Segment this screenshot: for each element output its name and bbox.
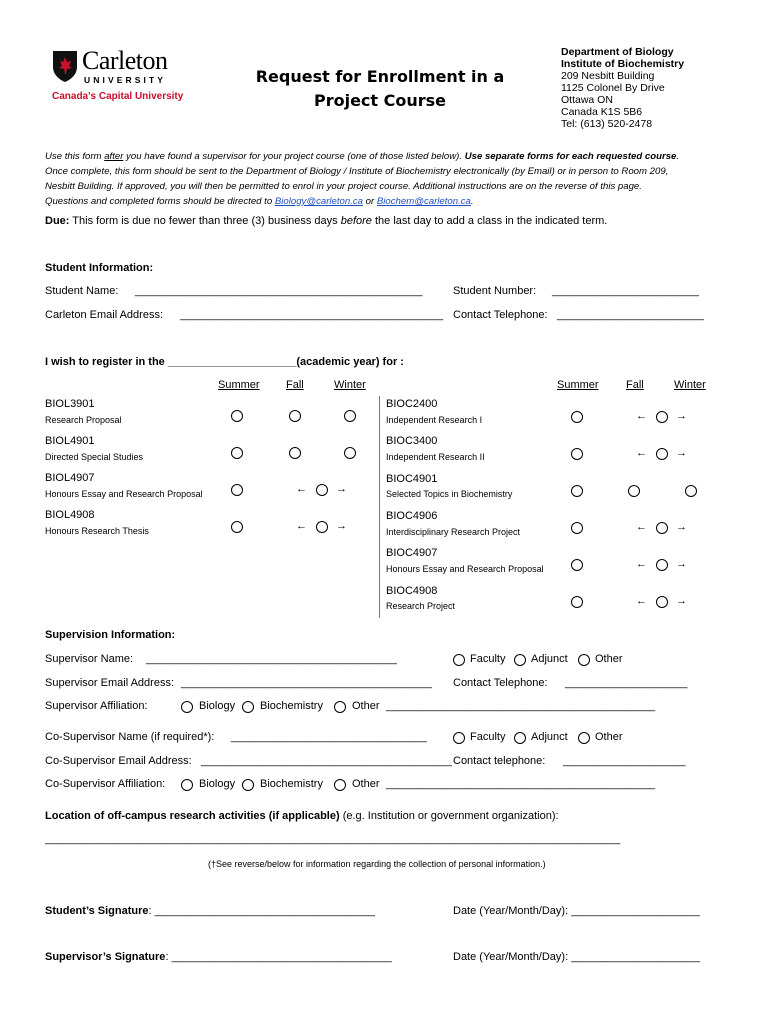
location-label: Location of off-campus research activities (if applicable) (e.g. Institution or government organization): <box>45 810 559 822</box>
other-label: Other <box>595 653 623 665</box>
supervisor-email-field[interactable]: _________________________________________ <box>181 677 432 689</box>
col-fall-left: Fall <box>286 379 304 391</box>
department-address: Department of Biology Institute of Biochemistry 209 Nesbitt Building 1125 Colonel By Drive Ottawa ON Canada K1S 5B6 Tel: (613) 520-2478 <box>561 46 685 130</box>
student-name-label: Student Name: <box>45 285 119 297</box>
student-date-row: Date (Year/Month/Day): _____________________ <box>453 905 700 917</box>
cosupervisor-affiliation-label: Co-Supervisor Affiliation: <box>45 778 166 790</box>
biology-label: Biology <box>199 700 236 712</box>
course-code: BIOC4908 <box>386 585 438 597</box>
cosupervisor-other-radio[interactable] <box>578 732 590 744</box>
biol4908-fall-winter-radio[interactable] <box>316 521 328 533</box>
supervisor-name-field[interactable]: _________________________________________ <box>146 653 397 665</box>
col-winter-left: Winter <box>334 379 366 391</box>
supervisor-email-label: Supervisor Email Address: <box>45 677 174 689</box>
biology-label: Biology <box>199 778 236 790</box>
cosupervisor-biology-radio[interactable] <box>181 779 193 791</box>
university-logo <box>50 46 190 106</box>
arrow-right-icon: → <box>676 558 687 570</box>
col-summer-right: Summer <box>557 379 599 391</box>
arrow-right-icon: → <box>336 520 347 532</box>
column-divider <box>379 396 380 618</box>
arrow-right-icon: → <box>676 447 687 459</box>
shield-icon <box>52 49 78 83</box>
arrow-left-icon: ← <box>636 447 647 459</box>
adjunct-label: Adjunct <box>531 731 568 743</box>
other-label: Other <box>595 731 623 743</box>
supervisor-other-field[interactable]: ____________________________________________ <box>386 700 656 712</box>
col-fall-right: Fall <box>626 379 644 391</box>
course-name: Honours Essay and Research Proposal <box>386 564 544 574</box>
bioc4907-summer-radio[interactable] <box>571 559 583 571</box>
cosupervisor-affil-other-radio[interactable] <box>334 779 346 791</box>
arrow-left-icon: ← <box>636 595 647 607</box>
course-code: BIOC2400 <box>386 398 438 410</box>
bioc4906-fall-winter-radio[interactable] <box>656 522 668 534</box>
supervisor-date-row: Date (Year/Month/Day): _____________________ <box>453 951 700 963</box>
student-name-field[interactable]: _______________________________________________ <box>135 285 423 297</box>
cosupervisor-name-field[interactable]: ________________________________ <box>231 731 427 743</box>
arrow-right-icon: → <box>676 410 687 422</box>
course-name: Selected Topics in Biochemistry <box>386 489 513 499</box>
supervisor-affil-other-radio[interactable] <box>334 701 346 713</box>
student-email-label: Carleton Email Address: <box>45 309 163 321</box>
bioc4908-fall-winter-radio[interactable] <box>656 596 668 608</box>
instructions: Use this form after you have found a supervisor for your project course (one of those listed below). Use separate forms for each requested course. Once complete, this form should be sent to the Department of Biology / Institute of Biochemistry electronically (by Email) or in person to Room 209, Nesbitt Building. If approved, you will then be permitted to enrol in your project course. Additional instructions are on the reverse of this page. Questions and completed forms should be directed to Biology@carleton.ca or Biochem@carleton.ca. <box>45 151 680 207</box>
biol4907-summer-radio[interactable] <box>231 484 243 496</box>
biol4901-winter-radio[interactable] <box>344 447 356 459</box>
biol4907-fall-winter-radio[interactable] <box>316 484 328 496</box>
course-code: BIOL4907 <box>45 472 95 484</box>
bioc3400-fall-winter-radio[interactable] <box>656 448 668 460</box>
cosupervisor-email-label: Co-Supervisor Email Address: <box>45 755 192 767</box>
arrow-left-icon: ← <box>636 558 647 570</box>
biochemistry-label: Biochemistry <box>260 700 323 712</box>
student-phone-field[interactable]: ________________________ <box>557 309 704 321</box>
faculty-label: Faculty <box>470 653 506 665</box>
biochem-email-link[interactable]: Biochem@carleton.ca <box>376 196 471 207</box>
biol3901-fall-radio[interactable] <box>289 410 301 422</box>
supervisor-other-radio[interactable] <box>578 654 590 666</box>
cosupervisor-phone-label: Contact telephone: <box>453 755 546 767</box>
supervisor-phone-field[interactable]: ____________________ <box>565 677 688 689</box>
cosupervisor-faculty-radio[interactable] <box>453 732 465 744</box>
course-code: BIOC4906 <box>386 510 438 522</box>
cosupervisor-email-field[interactable]: _________________________________________ <box>201 755 452 767</box>
logo-name: Carleton <box>82 46 168 75</box>
biol4908-summer-radio[interactable] <box>231 521 243 533</box>
supervisor-signature-field[interactable]: ____________________________________ <box>171 951 392 963</box>
arrow-right-icon: → <box>676 595 687 607</box>
course-name: Interdisciplinary Research Project <box>386 527 521 537</box>
bioc4901-fall-radio[interactable] <box>628 485 640 497</box>
course-name: Independent Research II <box>386 452 485 462</box>
course-name: Honours Essay and Research Proposal <box>45 489 203 499</box>
bioc2400-summer-radio[interactable] <box>571 411 583 423</box>
bioc4901-winter-radio[interactable] <box>685 485 697 497</box>
biol3901-winter-radio[interactable] <box>344 410 356 422</box>
cosupervisor-phone-field[interactable]: ____________________ <box>563 755 686 767</box>
bioc2400-fall-winter-radio[interactable] <box>656 411 668 423</box>
supervisor-date-field[interactable]: _____________________ <box>571 951 700 963</box>
course-code: BIOC4901 <box>386 473 438 485</box>
supervisor-faculty-radio[interactable] <box>453 654 465 666</box>
bioc3400-summer-radio[interactable] <box>571 448 583 460</box>
student-date-field[interactable]: _____________________ <box>571 905 700 917</box>
supervisor-biochemistry-radio[interactable] <box>242 701 254 713</box>
course-name: Research Proposal <box>45 415 122 425</box>
bioc4906-summer-radio[interactable] <box>571 522 583 534</box>
biochemistry-label: Biochemistry <box>260 778 323 790</box>
page-title: Request for Enrollment in a Project Course <box>255 67 505 110</box>
course-name: Honours Research Thesis <box>45 526 149 536</box>
supervisor-signature-row: Supervisor’s Signature: ____________________________________ <box>45 951 392 963</box>
course-code: BIOC3400 <box>386 435 438 447</box>
biol4901-summer-radio[interactable] <box>231 447 243 459</box>
bioc4901-summer-radio[interactable] <box>571 485 583 497</box>
cosupervisor-adjunct-radio[interactable] <box>514 732 526 744</box>
col-winter-right: Winter <box>674 379 706 391</box>
due-note: Due: This form is due no fewer than three (3) business days before the last day to add a class in the indicated term. <box>45 215 608 227</box>
arrow-right-icon: → <box>336 483 347 495</box>
student-signature-field[interactable]: ____________________________________ <box>154 905 375 917</box>
other-label: Other <box>352 778 380 790</box>
student-signature-row: Student’s Signature: ____________________________________ <box>45 905 375 917</box>
course-code: BIOC4907 <box>386 547 438 559</box>
course-name: Directed Special Studies <box>45 452 144 462</box>
register-line: I wish to register in the _____________________(academic year) for : <box>45 356 404 368</box>
course-name: Independent Research I <box>386 415 483 425</box>
biol3901-summer-radio[interactable] <box>231 410 243 422</box>
logo-university: UNIVERSITY <box>84 75 167 85</box>
location-field[interactable]: ______________________________________________________________________________________________ <box>45 833 621 845</box>
bioc4907-fall-winter-radio[interactable] <box>656 559 668 571</box>
supervisor-phone-label: Contact Telephone: <box>453 677 548 689</box>
adjunct-label: Adjunct <box>531 653 568 665</box>
student-number-label: Student Number: <box>453 285 537 297</box>
biology-email-link[interactable]: Biology@carleton.ca <box>274 196 363 207</box>
course-code: BIOL4901 <box>45 435 95 447</box>
arrow-left-icon: ← <box>636 410 647 422</box>
cosupervisor-other-field[interactable]: ____________________________________________ <box>386 778 656 790</box>
supervisor-name-label: Supervisor Name: <box>45 653 134 665</box>
course-name: Research Project <box>386 601 456 611</box>
supervisor-biology-radio[interactable] <box>181 701 193 713</box>
supervisor-adjunct-radio[interactable] <box>514 654 526 666</box>
col-summer-left: Summer <box>218 379 260 391</box>
supervisor-affiliation-label: Supervisor Affiliation: <box>45 700 148 712</box>
logo-tagline: Canada's Capital University <box>52 91 184 102</box>
course-code: BIOL3901 <box>45 398 95 410</box>
student-phone-label: Contact Telephone: <box>453 309 548 321</box>
faculty-label: Faculty <box>470 731 506 743</box>
biol4901-fall-radio[interactable] <box>289 447 301 459</box>
arrow-left-icon: ← <box>296 483 307 495</box>
supervision-heading: Supervision Information: <box>45 629 176 641</box>
other-label: Other <box>352 700 380 712</box>
arrow-left-icon: ← <box>636 521 647 533</box>
cosupervisor-biochemistry-radio[interactable] <box>242 779 254 791</box>
student-email-field[interactable]: ___________________________________________ <box>180 309 444 321</box>
student-heading: Student Information: <box>45 262 154 274</box>
academic-year-field[interactable]: _____________________ <box>167 356 297 368</box>
course-code: BIOL4908 <box>45 509 95 521</box>
privacy-note: (†See reverse/below for information regarding the collection of personal information.) <box>208 859 546 869</box>
arrow-right-icon: → <box>676 521 687 533</box>
arrow-left-icon: ← <box>296 520 307 532</box>
cosupervisor-name-label: Co-Supervisor Name (if required*): <box>45 731 215 743</box>
student-number-field[interactable]: ________________________ <box>552 285 699 297</box>
bioc4908-summer-radio[interactable] <box>571 596 583 608</box>
